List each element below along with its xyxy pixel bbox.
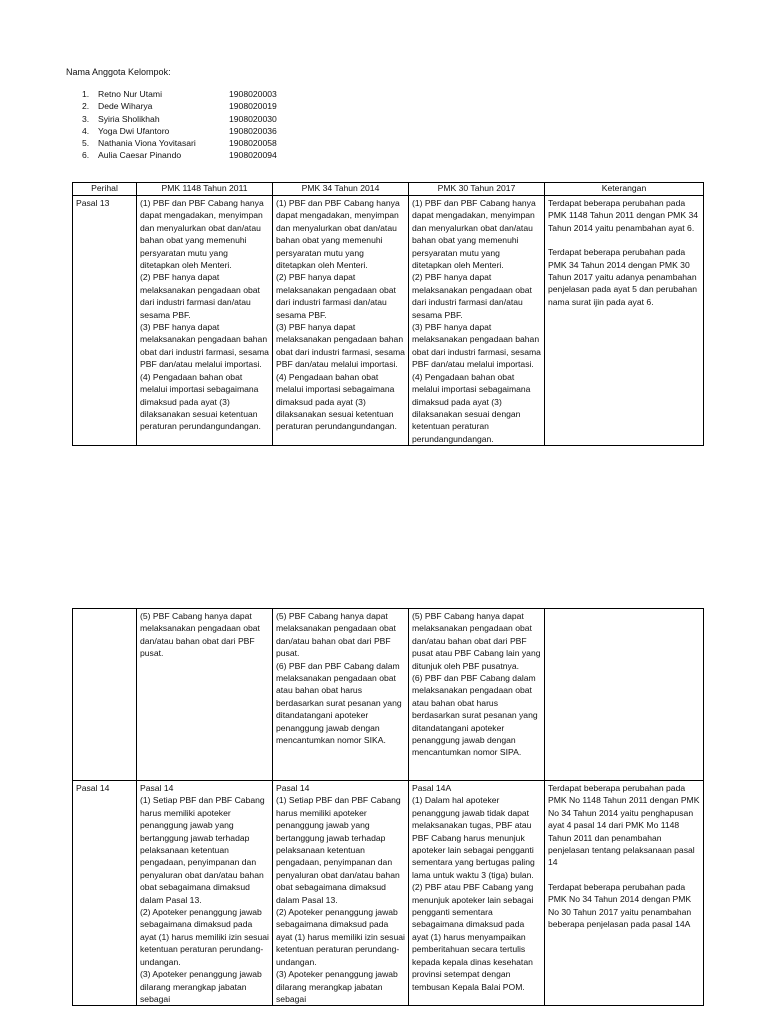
- paragraph: (5) PBF Cabang hanya dapat melaksanakan pengadaan obat dan/atau bahan obat dari PBF pusat.: [276, 611, 396, 659]
- cell-pmk-34: [273, 609, 409, 781]
- paragraph: (3) Apoteker penanggung jawab dilarang merangkap jabatan sebagai: [140, 969, 262, 1004]
- paragraph: (2) PBF atau PBF Cabang yang menunjuk apoteker lain sebagai pengganti sementara sebagaimana dimaksud pada ayat (1) harus menyampaikan pemberitahuan secara tertulis kepada kepala dinas kesehatan provinsi setempat dengan tembusan Kepala Balai POM.: [412, 882, 534, 992]
- paragraph: (1) Setiap PBF dan PBF Cabang harus memiliki apoteker penanggung jawab yang bertanggung jawab terhadap pelaksanaan ketentuan pengadaan, penyimpanan dan penyaluran obat dan/atau bahan obat sebagaimana dimaksud dalam Pasal 13.: [276, 795, 401, 905]
- paragraph: (5) PBF Cabang hanya dapat melaksanakan pengadaan obat dan/atau bahan obat dari PBF pusat.: [140, 611, 260, 659]
- header-pmk-30: PMK 30 Tahun 2017: [409, 183, 545, 196]
- paragraph: (4) Pengadaan bahan obat melalui importasi sebagaimana dimaksud pada ayat (3) dilaksanakan sesuai dengan ketentuan peraturan perundangundangan.: [412, 371, 531, 444]
- member-nim: 1908020094: [229, 150, 277, 161]
- cell-pmk-1148: [137, 781, 273, 1006]
- paragraph: (6) PBF dan PBF Cabang dalam melaksanakan pengadaan obat atau bahan obat harus berdasarkan surat pesanan yang ditandatangani apoteker penanggung jawab dengan mencantumkan nomor SIKA.: [276, 660, 402, 746]
- paragraph: (2) Apoteker penanggung jawab sebagaimana dimaksud pada ayat (1) harus memiliki izin sesuai ketentuan peraturan perundang-undangan.: [276, 907, 405, 967]
- paragraph: (2) PBF hanya dapat melaksanakan pengadaan obat dari industri farmasi dan/atau sesama PBF.: [276, 272, 396, 320]
- member-nim: 1908020058: [229, 138, 277, 149]
- cell-pmk-34: [273, 781, 409, 1006]
- paragraph: (1) PBF dan PBF Cabang hanya dapat mengadakan, menyimpan dan menyalurkan obat dan/atau bahan obat yang memenuhi persyaratan mutu yang ditetapkan oleh Menteri.: [412, 198, 536, 271]
- paragraph: (2) PBF hanya dapat melaksanakan pengadaan obat dari industri farmasi dan/atau sesama PBF.: [412, 272, 532, 320]
- paragraph: (1) PBF dan PBF Cabang hanya dapat mengadakan, menyimpan dan menyalurkan obat dan/atau bahan obat yang memenuhi persyaratan mutu yang ditetapkan oleh Menteri.: [276, 198, 400, 271]
- keterangan-note: Terdapat beberapa perubahan pada PMK No 34 Tahun 2014 dengan PMK No 30 Tahun 2017 yaitu penambahan beberapa penjelasan pada pasal 14A: [548, 881, 692, 930]
- keterangan-note: Terdapat beberapa perubahan pada PMK No 1148 Tahun 2011 dengan PMK No 34 Tahun 2014 yaitu penghapusan ayat 4 pasal 14 dari PMK Mo 1148 Tahun 2011 dan penambahan penjelasan tentang pelaksanaan pasal 14: [548, 783, 700, 868]
- member-name: Retno Nur Utami: [98, 89, 162, 99]
- comparison-table: [72, 182, 704, 446]
- cell-perihal: Pasal 13: [73, 196, 137, 446]
- paragraph: (2) PBF hanya dapat melaksanakan pengadaan obat dari industri farmasi dan/atau sesama PBF.: [140, 272, 260, 320]
- table-row: [73, 781, 704, 1006]
- member-name: Syiria Sholikhah: [98, 113, 160, 124]
- cell-pmk-1148: [137, 609, 273, 781]
- paragraph: (1) Dalam hal apoteker penanggung jawab tidak dapat melaksanakan tugas, PBF atau PBF Cabang harus menunjuk apoteker lain sebagai pengganti sementara yang bertugas paling lama untuk waktu 3 (tiga) bulan.: [412, 795, 535, 880]
- member-name: Aulia Caesar Pinando: [98, 150, 182, 161]
- cell-perihal: Pasal 14: [73, 781, 137, 1006]
- cell-keterangan: [545, 196, 704, 446]
- header-pmk-34: PMK 34 Tahun 2014: [273, 183, 409, 196]
- paragraph: (2) Apoteker penanggung jawab sebagaimana dimaksud pada ayat (1) harus memiliki izin sesuai ketentuan peraturan perundang-undangan.: [140, 907, 269, 967]
- cell-text: [276, 197, 405, 433]
- cell-text: [276, 610, 405, 746]
- member-nim: 1908020019: [229, 101, 277, 112]
- member-number: 6.: [82, 150, 90, 161]
- member-nim: 1908020003: [229, 89, 277, 99]
- group-members-heading: Nama Anggota Kelompok:: [66, 67, 171, 77]
- cell-perihal: [73, 609, 137, 781]
- member-nim: 1908020030: [229, 113, 277, 124]
- header-pmk-1148: PMK 1148 Tahun 2011: [137, 183, 273, 196]
- keterangan-note: Terdapat beberapa perubahan pada PMK 1148 Tahun 2011 dengan PMK 34 Tahun 2014 yaitu penambahan ayat 6.: [548, 198, 699, 233]
- cell-text: [412, 610, 541, 759]
- member-name: Nathania Viona Yovitasari: [98, 138, 196, 149]
- comparison-table-continued: [72, 608, 704, 1006]
- cell-text: [140, 197, 269, 433]
- cell-text: [412, 782, 541, 993]
- paragraph: Pasal 14: [140, 783, 174, 793]
- paragraph: (5) PBF Cabang hanya dapat melaksanakan pengadaan obat dan/atau bahan obat dari PBF pusat atau PBF Cabang lain yang ditunjuk oleh PBF pusatnya.: [412, 611, 541, 671]
- paragraph: (3) PBF hanya dapat melaksanakan pengadaan bahan obat dari industri farmasi, sesama PBF dan/atau melalui importasi.: [412, 322, 541, 370]
- table-row: [73, 196, 704, 446]
- keterangan-note: Terdapat beberapa perubahan pada PMK 34 Tahun 2014 dengan PMK 30 Tahun 2017 yaitu adanya penambahan penjelasan pada ayat 5 dan perubahan nama surat ijin pada ayat 6.: [548, 247, 698, 307]
- cell-pmk-30: [409, 609, 545, 781]
- paragraph: (4) Pengadaan bahan obat melalui importasi sebagaimana dimaksud pada ayat (3) dilaksanakan sesuai ketentuan peraturan perundangundangan.: [276, 371, 397, 432]
- table-header-row: [73, 183, 704, 196]
- paragraph: (3) PBF hanya dapat melaksanakan pengadaan bahan obat dari industri farmasi, sesama PBF dan/atau melalui importasi.: [140, 322, 269, 370]
- cell-text: [276, 782, 405, 1005]
- cell-pmk-30: [409, 781, 545, 1006]
- table-row: [73, 609, 704, 781]
- member-name: Dede Wiharya: [98, 101, 153, 112]
- paragraph: (1) Setiap PBF dan PBF Cabang harus memiliki apoteker penanggung jawab yang bertanggung jawab terhadap pelaksanaan ketentuan pengadaan, penyimpanan dan penyaluran obat dan/atau bahan obat sebagaimana dimaksud dalam Pasal 13.: [140, 795, 265, 905]
- paragraph: (4) Pengadaan bahan obat melalui importasi sebagaimana dimaksud pada ayat (3) dilaksanakan sesuai ketentuan peraturan perundangundangan.: [140, 371, 261, 432]
- member-number: 4.: [82, 125, 90, 136]
- member-number: 2.: [82, 101, 90, 112]
- header-perihal: Perihal: [73, 183, 137, 196]
- cell-pmk-1148: [137, 196, 273, 446]
- paragraph: (3) Apoteker penanggung jawab dilarang merangkap jabatan sebagai: [276, 969, 398, 1004]
- paragraph: (1) PBF dan PBF Cabang hanya dapat mengadakan, menyimpan dan menyalurkan obat dan/atau bahan obat yang memenuhi persyaratan mutu yang ditetapkan oleh Menteri.: [140, 198, 264, 271]
- cell-text: [140, 610, 269, 660]
- member-number: 1.: [82, 89, 90, 99]
- paragraph: (6) PBF dan PBF Cabang dalam melaksanakan pengadaan obat atau bahan obat harus berdasarkan surat pesanan yang ditandatangani apoteker penanggung jawab dengan mencantumkan nomor SIPA.: [412, 673, 538, 758]
- cell-pmk-30: [409, 196, 545, 446]
- cell-keterangan: [545, 609, 704, 781]
- cell-keterangan: [545, 781, 704, 1006]
- cell-pmk-34: [273, 196, 409, 446]
- paragraph: (3) PBF hanya dapat melaksanakan pengadaan bahan obat dari industri farmasi, sesama PBF dan/atau melalui importasi.: [276, 322, 405, 370]
- cell-text: [140, 782, 269, 1005]
- paragraph: Pasal 14A: [412, 783, 452, 793]
- header-keterangan: Keterangan: [545, 183, 704, 196]
- member-name: Yoga Dwi Ufantoro: [98, 125, 170, 136]
- cell-text: [412, 197, 541, 445]
- member-number: 3.: [82, 113, 90, 124]
- member-number: 5.: [82, 138, 90, 149]
- paragraph: Pasal 14: [276, 783, 310, 793]
- member-nim: 1908020036: [229, 125, 277, 136]
